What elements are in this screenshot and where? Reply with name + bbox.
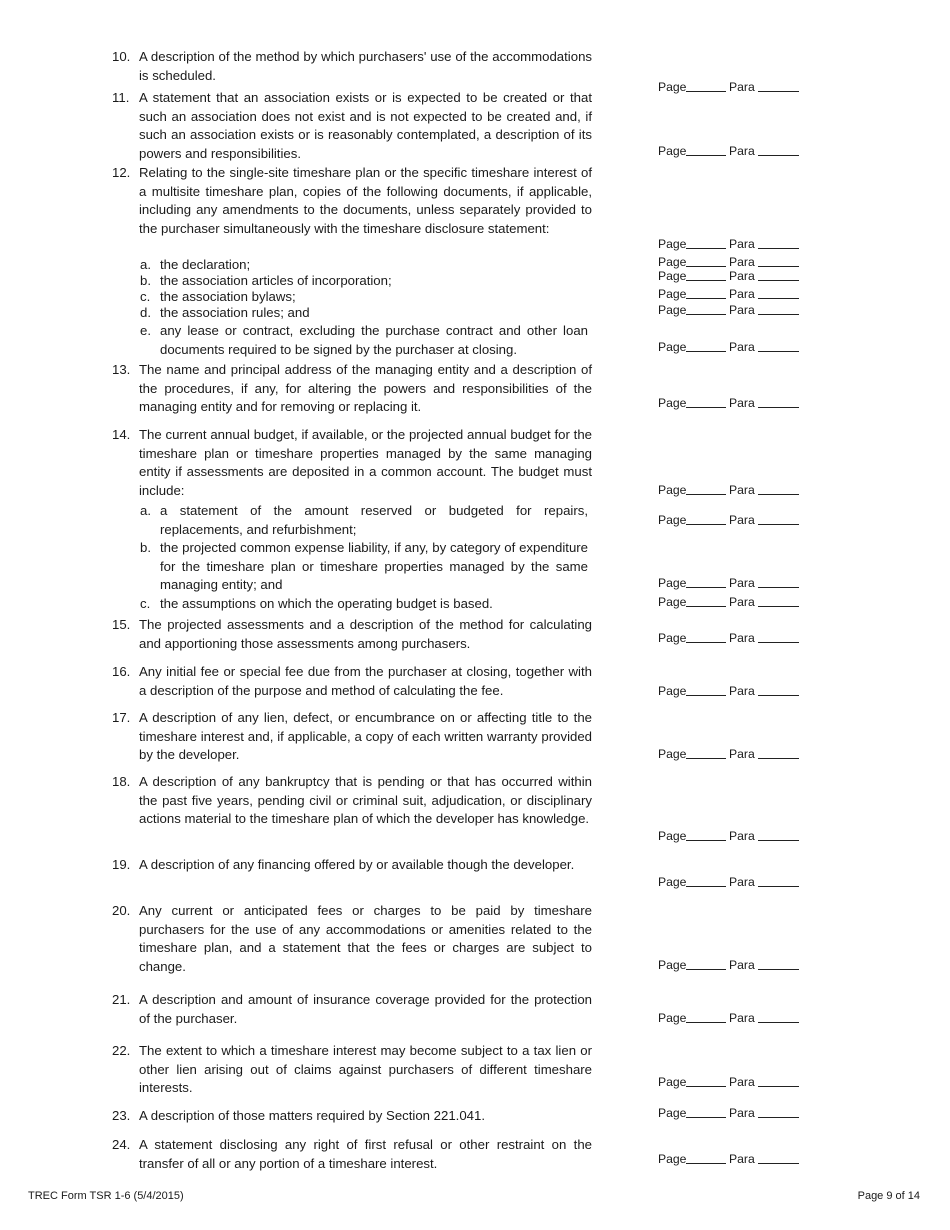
para-label: Para: [729, 684, 755, 698]
item-12-sub-c: [140, 289, 588, 305]
item-text: A description of any financing offered by or available though the developer.: [139, 857, 575, 872]
item-23: [112, 1107, 592, 1126]
item-text: The projected assessments and a description of the method for calculating and apportioning those assessments among purchasers.: [139, 617, 592, 651]
para-field[interactable]: [758, 758, 799, 759]
item-14: [112, 426, 592, 500]
ref-item-15: [658, 631, 803, 647]
item-17: [112, 709, 592, 765]
page-field[interactable]: [686, 351, 726, 352]
para-field[interactable]: [758, 298, 799, 299]
ref-item-14c: [658, 595, 803, 611]
page-label: Page: [658, 269, 687, 283]
item-text: A description of the method by which purchasers' use of the accommodations is scheduled.: [139, 49, 592, 83]
item-text: Any initial fee or special fee due from the purchaser at closing, together with a description of the purpose and method of calculating the fee.: [139, 664, 592, 698]
item-21: [112, 991, 592, 1028]
page-field[interactable]: [686, 155, 726, 156]
item-text: The name and principal address of the managing entity and a description of the procedures, if any, for altering the powers and responsibilities of the managing entity and for removing or replacing it.: [139, 362, 592, 415]
page-label: Page: [658, 576, 687, 590]
para-field[interactable]: [758, 606, 799, 607]
page-label: Page: [658, 1152, 687, 1166]
ref-item-14b: [658, 576, 803, 592]
sub-text: a statement of the amount reserved or budgeted for repairs, replacements, and refurbishment;: [160, 503, 588, 537]
page-label: Page: [658, 483, 687, 497]
para-field[interactable]: [758, 1022, 799, 1023]
page-field[interactable]: [686, 606, 726, 607]
page-field[interactable]: [686, 1086, 726, 1087]
para-field[interactable]: [758, 642, 799, 643]
item-text: Relating to the single-site timeshare plan or the specific timeshare interest of a multisite timeshare plan, copies of the following documents, if applicable, including any amendments to the documents, unless separately provided to the purchaser simultaneously with the timeshare disclosure statement:: [139, 165, 592, 236]
para-field[interactable]: [758, 840, 799, 841]
ref-item-21: [658, 1011, 803, 1027]
sub-text: the association articles of incorporation;: [160, 273, 392, 288]
page-label: Page: [658, 631, 687, 645]
item-number: 23.: [112, 1108, 131, 1123]
sub-text: the projected common expense liability, if any, by category of expenditure for the timeshare plan or timeshare properties managed by the same managing entity; and: [160, 540, 588, 593]
item-14-sub-c: [140, 595, 588, 614]
item-22: [112, 1042, 592, 1098]
para-label: Para: [729, 631, 755, 645]
page-label: Page: [658, 237, 687, 251]
para-label: Para: [729, 269, 755, 283]
item-16: [112, 663, 592, 700]
item-text: A statement that an association exists or is expected to be created or that such an association does not exist and is not expected to be created and, if such an association exists or is reasonably contemplated, a description of its powers and responsibilities.: [139, 90, 592, 161]
page-label: Page: [658, 829, 687, 843]
item-13: [112, 361, 592, 417]
ref-item-11: [658, 144, 803, 160]
ref-item-14a: [658, 513, 803, 529]
item-number: 10.: [112, 49, 131, 64]
page-label: Page: [658, 1106, 687, 1120]
ref-item-17: [658, 747, 803, 763]
para-label: Para: [729, 287, 755, 301]
item-14-sub-a: [140, 502, 588, 539]
para-field[interactable]: [758, 695, 799, 696]
para-field[interactable]: [758, 155, 799, 156]
page-field[interactable]: [686, 1163, 726, 1164]
page-field[interactable]: [686, 1117, 726, 1118]
item-number: 21.: [112, 992, 131, 1007]
page-label: Page: [658, 287, 687, 301]
ref-item-16: [658, 684, 803, 700]
para-field[interactable]: [758, 1086, 799, 1087]
item-number: 16.: [112, 664, 131, 679]
item-18: [112, 773, 592, 829]
item-11: [112, 89, 592, 163]
para-label: Para: [729, 237, 755, 251]
ref-item-12c: [658, 287, 803, 303]
sub-letter: b.: [140, 273, 151, 288]
item-number: 18.: [112, 774, 131, 789]
item-number: 13.: [112, 362, 131, 377]
item-number: 11.: [112, 90, 130, 105]
item-text: The extent to which a timeshare interest may become subject to a tax lien or other lien arising out of claims against purchasers of different timeshare interests.: [139, 1043, 592, 1096]
page-field[interactable]: [686, 969, 726, 970]
para-field[interactable]: [758, 314, 799, 315]
sub-letter: a.: [140, 257, 151, 272]
page-field[interactable]: [686, 314, 726, 315]
para-label: Para: [729, 255, 755, 269]
item-text: A description and amount of insurance coverage provided for the protection of the purchaser.: [139, 992, 592, 1026]
ref-item-12e: [658, 340, 803, 356]
item-number: 22.: [112, 1043, 131, 1058]
para-label: Para: [729, 483, 755, 497]
page-field[interactable]: [686, 266, 726, 267]
para-label: Para: [729, 747, 755, 761]
page-number: Page 9 of 14: [857, 1190, 920, 1202]
para-label: Para: [729, 875, 755, 889]
page-label: Page: [658, 1011, 687, 1025]
page-label: Page: [658, 144, 687, 158]
para-label: Para: [729, 1075, 755, 1089]
para-label: Para: [729, 958, 755, 972]
page-label: Page: [658, 80, 687, 94]
item-20: [112, 902, 592, 976]
sub-text: the assumptions on which the operating budget is based.: [160, 596, 493, 611]
page-label: Page: [658, 684, 687, 698]
para-field[interactable]: [758, 248, 799, 249]
para-field[interactable]: [758, 407, 799, 408]
sub-letter: c.: [140, 596, 151, 611]
para-field[interactable]: [758, 494, 799, 495]
item-text: A description of any lien, defect, or encumbrance on or affecting title to the timeshare interest and, if applicable, a copy of each written warranty provided by the developer.: [139, 710, 592, 763]
page-field[interactable]: [686, 1022, 726, 1023]
para-field[interactable]: [758, 587, 799, 588]
item-text: A statement disclosing any right of first refusal or other restraint on the transfer of all or any portion of a timeshare interest.: [139, 1137, 592, 1171]
sub-letter: e.: [140, 323, 151, 338]
item-12: [112, 164, 592, 238]
para-field[interactable]: [758, 266, 799, 267]
item-number: 15.: [112, 617, 131, 632]
para-field[interactable]: [758, 351, 799, 352]
para-field[interactable]: [758, 280, 799, 281]
ref-item-13: [658, 396, 803, 412]
page-label: Page: [658, 595, 687, 609]
page-field[interactable]: [686, 407, 726, 408]
para-label: Para: [729, 576, 755, 590]
item-number: 17.: [112, 710, 131, 725]
para-label: Para: [729, 829, 755, 843]
item-15: [112, 616, 592, 653]
item-number: 14.: [112, 427, 131, 442]
item-text: The current annual budget, if available, or the projected annual budget for the timeshare plan or timeshare properties managed by the same managing entity if assessments are deposited in a common account. The budget must include:: [139, 427, 592, 498]
item-10: [112, 48, 592, 85]
page-label: Page: [658, 875, 687, 889]
item-number: 12.: [112, 165, 131, 180]
para-label: Para: [729, 80, 755, 94]
item-number: 19.: [112, 857, 131, 872]
page-field[interactable]: [686, 840, 726, 841]
para-field[interactable]: [758, 886, 799, 887]
ref-item-20: [658, 958, 803, 974]
form-id: TREC Form TSR 1-6 (5/4/2015): [28, 1190, 184, 1202]
para-label: Para: [729, 595, 755, 609]
ref-item-12: [658, 237, 803, 253]
sub-letter: a.: [140, 503, 151, 518]
page-field[interactable]: [686, 280, 726, 281]
item-12-sub-e: [140, 321, 588, 359]
page-field[interactable]: [686, 91, 726, 92]
ref-item-22: [658, 1075, 803, 1091]
para-field[interactable]: [758, 91, 799, 92]
page-label: Page: [658, 958, 687, 972]
page-field[interactable]: [686, 524, 726, 525]
page-field[interactable]: [686, 886, 726, 887]
page-field[interactable]: [686, 587, 726, 588]
item-19: [112, 856, 592, 875]
para-field[interactable]: [758, 1163, 799, 1164]
page-label: Page: [658, 340, 687, 354]
page-label: Page: [658, 747, 687, 761]
para-label: Para: [729, 396, 755, 410]
item-14-sub-b: [140, 539, 588, 595]
ref-item-19: [658, 875, 803, 891]
item-text: Any current or anticipated fees or charges to be paid by timeshare purchasers for the use of any accommodations or amenities related to the timeshare plan, and a statement that the fees or charges are subject to change.: [139, 903, 592, 974]
sub-text: the association rules; and: [160, 305, 310, 320]
page-field[interactable]: [686, 298, 726, 299]
ref-item-10: [658, 80, 803, 96]
item-12-sub-a: [140, 257, 588, 273]
para-label: Para: [729, 513, 755, 527]
page-label: Page: [658, 513, 687, 527]
ref-item-12b: [658, 269, 803, 285]
sub-letter: b.: [140, 540, 151, 555]
para-label: Para: [729, 1152, 755, 1166]
page-field[interactable]: [686, 695, 726, 696]
para-label: Para: [729, 1106, 755, 1120]
sub-text: the association bylaws;: [160, 289, 296, 304]
para-field[interactable]: [758, 969, 799, 970]
para-label: Para: [729, 1011, 755, 1025]
item-text: A description of those matters required by Section 221.041.: [139, 1108, 486, 1123]
para-field[interactable]: [758, 1117, 799, 1118]
page-field[interactable]: [686, 248, 726, 249]
sub-letter: c.: [140, 289, 151, 304]
page-field[interactable]: [686, 758, 726, 759]
item-number: 20.: [112, 903, 131, 918]
ref-item-12d: [658, 303, 803, 319]
page-label: Page: [658, 1075, 687, 1089]
ref-item-24: [658, 1152, 803, 1168]
para-label: Para: [729, 144, 755, 158]
sub-letter: d.: [140, 305, 151, 320]
page-label: Page: [658, 396, 687, 410]
item-12-sub-d: [140, 305, 588, 321]
page-field[interactable]: [686, 494, 726, 495]
page-label: Page: [658, 303, 687, 317]
ref-item-23: [658, 1106, 803, 1122]
para-label: Para: [729, 303, 755, 317]
item-24: [112, 1136, 592, 1173]
sub-text: the declaration;: [160, 257, 251, 272]
para-field[interactable]: [758, 524, 799, 525]
ref-item-14: [658, 483, 803, 499]
page-label: Page: [658, 255, 687, 269]
item-text: A description of any bankruptcy that is pending or that has occurred within the past five years, pending civil or criminal suit, adjudication, or disciplinary actions material to the timeshare plan of which the developer has knowledge.: [139, 774, 592, 827]
page-field[interactable]: [686, 642, 726, 643]
para-label: Para: [729, 340, 755, 354]
ref-item-18: [658, 829, 803, 845]
item-12-sub-b: [140, 273, 588, 289]
sub-text: any lease or contract, excluding the purchase contract and other loan documents required to be signed by the purchaser at closing.: [160, 323, 588, 357]
item-number: 24.: [112, 1137, 131, 1152]
